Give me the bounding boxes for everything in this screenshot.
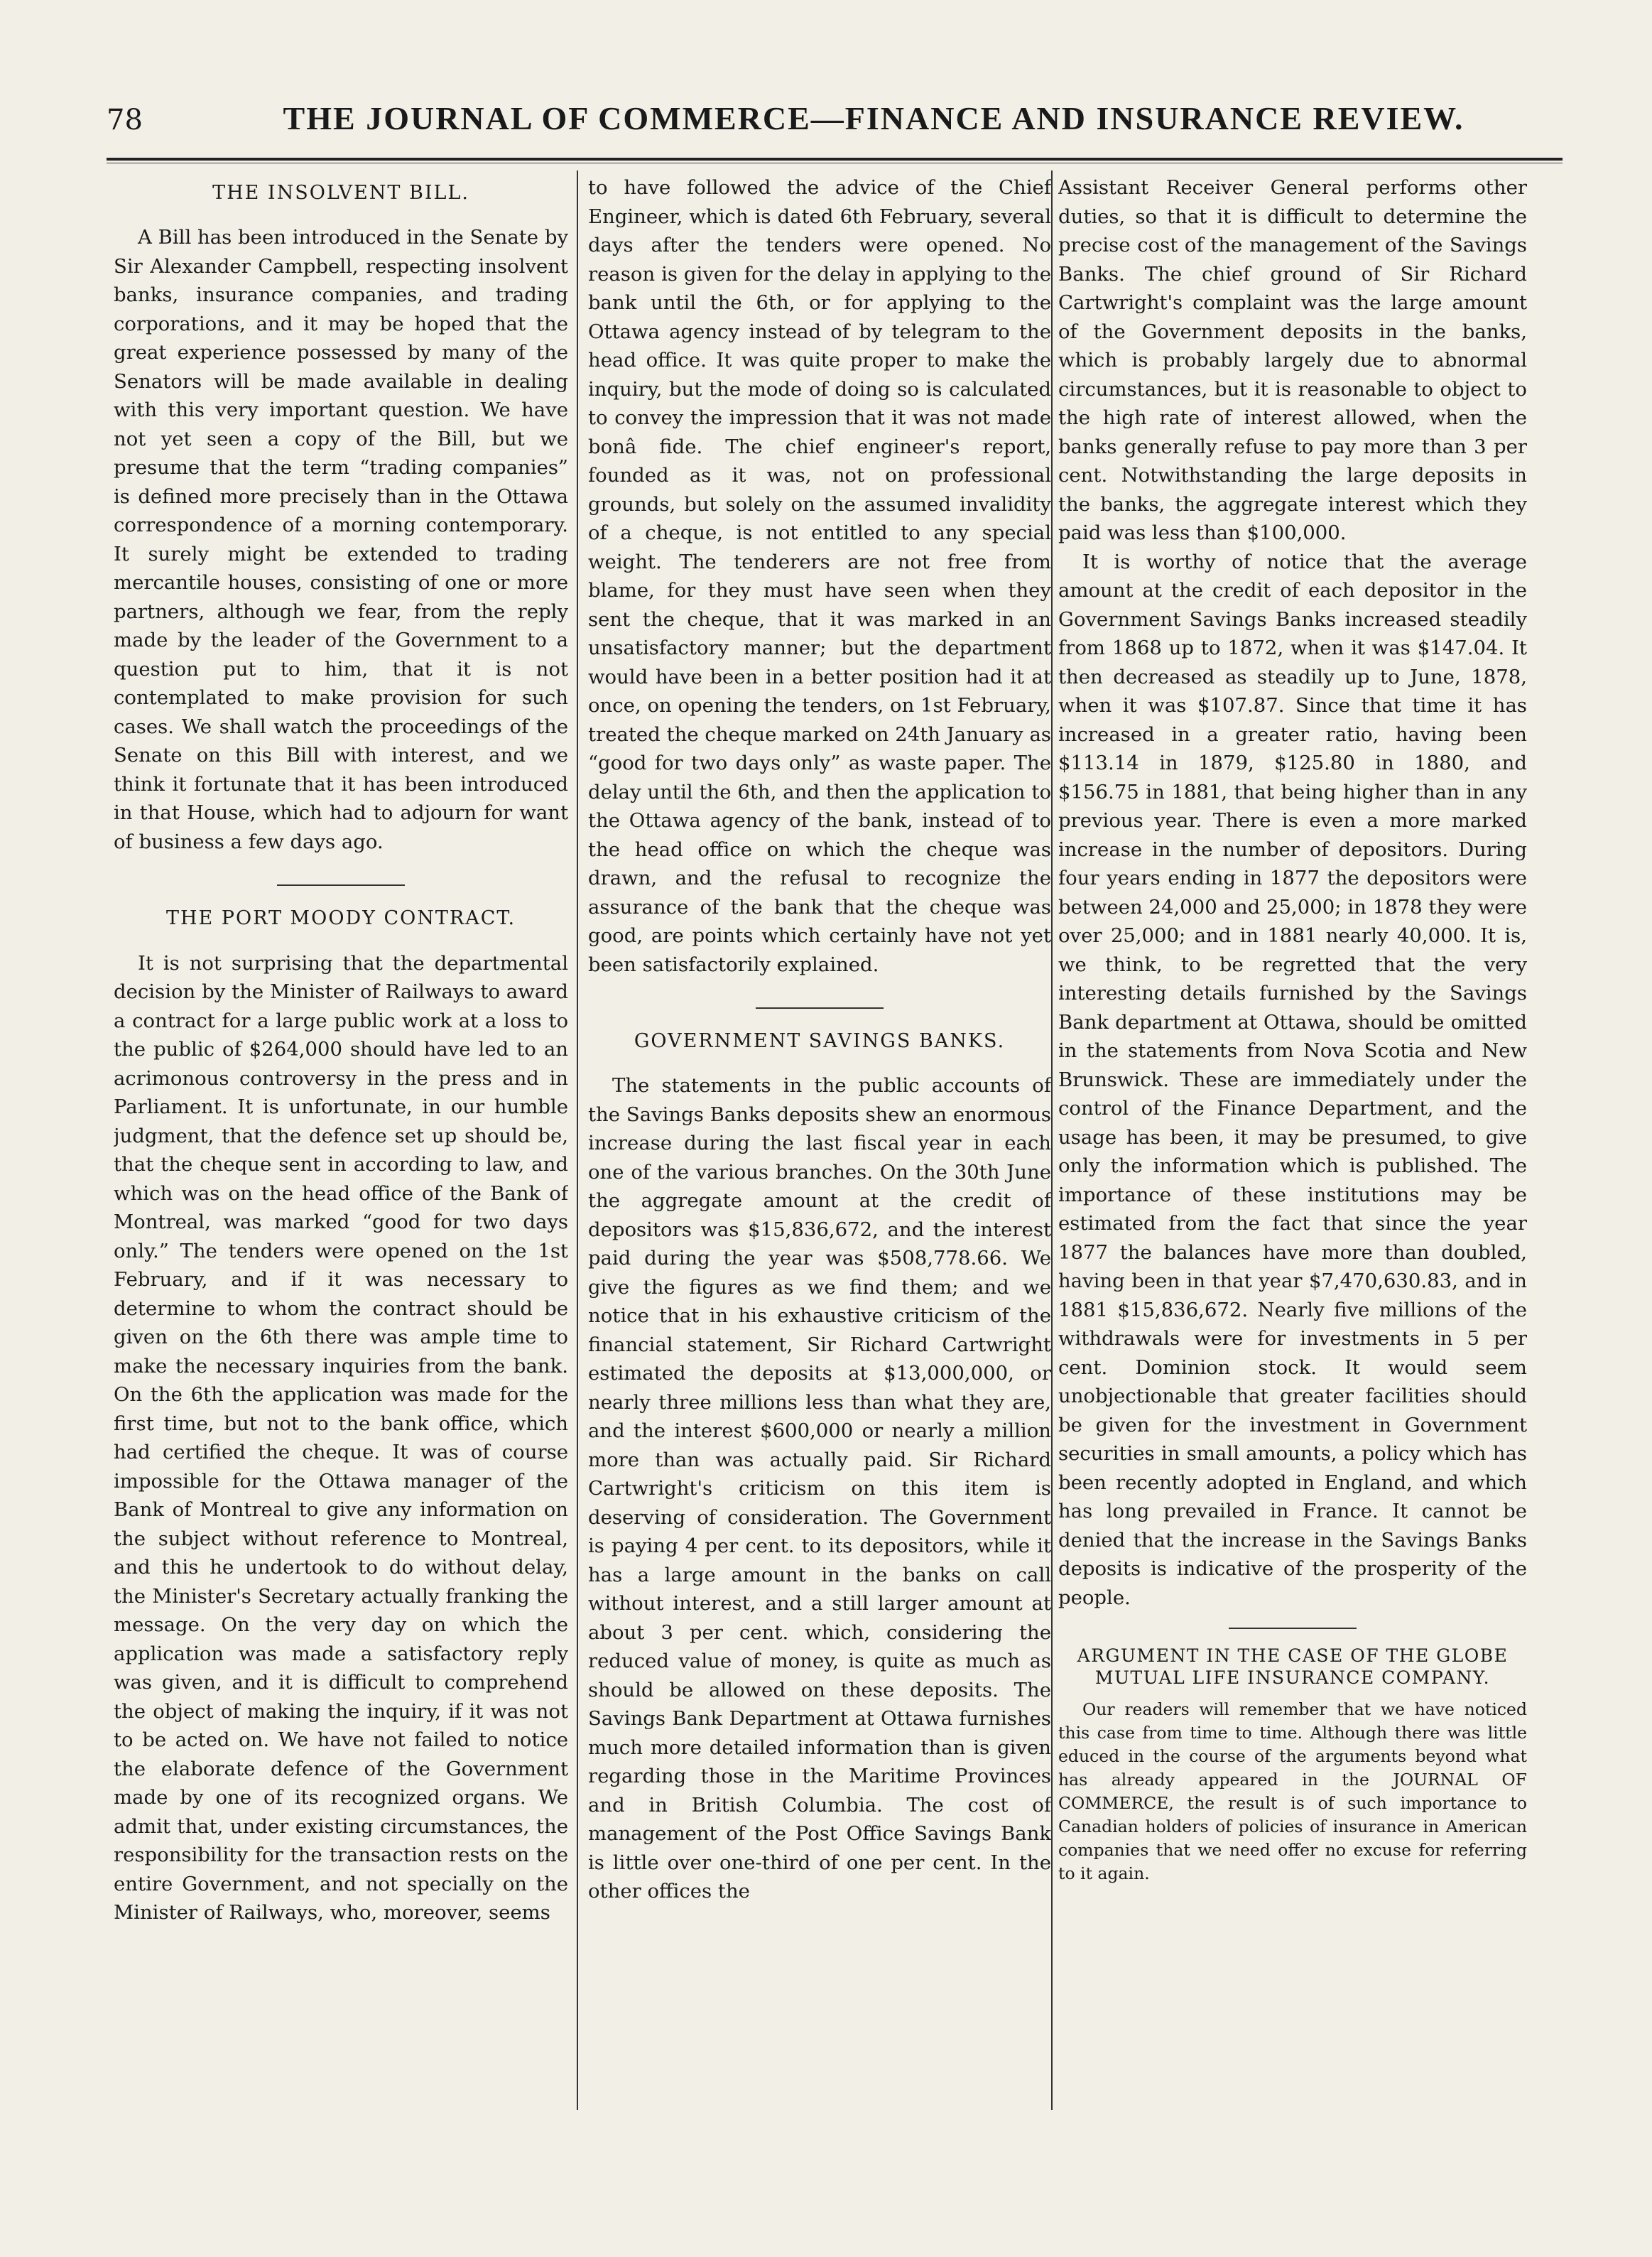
column-left (114, 173, 568, 2106)
article-body-port-moody-part1: It is not surprising that the departmental decision by the Minister of Railways to award a contract for a large public work at a loss to the public of $264,000 should have led to an acrimonous controversy in the press and in Parliament. It is unfortunate, in our humble judgment, that the defence set up should be, that the cheque sent in according to law, and which was on the head office of the Bank of Montreal, was marked “good for two days only.” The tenders were opened on the 1st February, and if it was necessary to determine to whom the contract should be given on the 6th there was ample time to make the necessary inquiries from the bank. On the 6th the application was made for the first time, but not to the bank office, which had certified the cheque. It was of course impossible for the Ottawa manager of the Bank of Montreal to give any information on the subject without reference to Montreal, and this he undertook to do without delay, the Minister's Secretary actually franking the message. On the very day on which the application was made a satisfactory reply was given, and it is difficult to comprehend the object of making the inquiry, if it was not to be acted on. We have not failed to notice the elaborate defence of the Government made by one of its recognized organs. We admit that, under existing circumstances, the responsibility for the transaction rests on the entire Government, and not specially on the Minister of Railways, who, moreover, seems (114, 951, 568, 1925)
article-divider (1229, 1628, 1357, 1629)
article-body-savings-banks-part2: Assistant Receiver General performs other duties, so that it is difficult to determine the precise cost of the management of the Savings Banks. The chief ground of Sir Richard Cartwright's complaint was the large amount of the Government deposits in the banks, which is probably largely due to abnormal circumstances, but it is reasonable to object to the high rate of interest allowed, when the banks generally refuse to pay more than 3 per cent. Notwithstanding the large deposits in the banks, the aggregate interest which they paid was less than $100,000. (1058, 176, 1527, 544)
masthead: THE JOURNAL OF COMMERCE—FINANCE AND INSURANCE REVIEW. (283, 100, 1464, 136)
page-number: 78 (107, 104, 143, 136)
article-body-globe-mutual: Our readers will remember that we have noticed this case from time to time. Although there was little educed in the course of the arguments beyond what has already appeared in the JOURNAL OF COMMERCE, the result is of such importance to Canadian holders of policies of insurance in American companies that we need offer no excuse for referring to it again. (1058, 1699, 1527, 1883)
page-header (107, 99, 1563, 156)
article-divider (756, 1007, 884, 1009)
article-body-savings-banks-part3: It is worthy of notice that the average amount at the credit of each depositor in the Government Savings Banks increased steadily from 1868 up to 1872, when it was $147.04. It then decreased as steadily up to June, 1878, when it was $107.87. Since that time it has increased in a greater ratio, having been $113.14 in 1879, $125.80 in 1880, and $156.75 in 1881, that being higher than in any previous year. There is even a more marked increase in the number of depositors. During four years ending in 1877 the depositors were between 24,000 and 25,000; in 1878 they were over 25,000; and in 1881 nearly 40,000. It is, we think, to be regretted that the very interesting details furnished by the Savings Bank department at Ottawa, should be omitted in the statements from Nova Scotia and New Brunswick. These are immediately under the control of the Finance Department, and the usage has been, it may be presumed, to give only the information which is published. The importance of these institutions may be estimated from the fact that since the year 1877 the balances have more than doubled, having been in that year $7,470,630.83, and in 1881 $15,836,672. Nearly five millions of the withdrawals were for investments in 5 per cent. Dominion stock. It would seem unobjectionable that greater facilities should be given for the investment in Government securities in small amounts, a policy which has been recently adopted in England, and which has long prevailed in France. It cannot be denied that the increase in the Savings Banks deposits is indicative of the prosperity of the people. (1058, 550, 1527, 1609)
article-divider (277, 884, 405, 886)
column-divider (577, 171, 578, 2110)
header-rule (107, 158, 1563, 163)
article-title-globe-mutual: ARGUMENT IN THE CASE OF THE GLOBE MUTUAL LIFE INSURANCE COMPANY. (1077, 1645, 1509, 1689)
article-title-insolvent-bill: THE INSOLVENT BILL. (212, 182, 469, 204)
article-title-savings-banks: GOVERNMENT SAVINGS BANKS. (634, 1030, 1006, 1052)
column-right (1058, 173, 1527, 2106)
column-divider (1051, 171, 1053, 2110)
article-body-port-moody-part2: to have followed the advice of the Chief Engineer, which is dated 6th February, several days after the tenders were opened. No reason is given for the delay in applying to the bank until the 6th, or for applying to the Ottawa agency instead of by telegram to the head office. It was quite proper to make the inquiry, but the mode of doing so is calculated to convey the impression that it was not made bonâ fide. The chief engineer's report, founded as it was, not on professional grounds, but solely on the assumed invalidity of a cheque, is not entitled to any special weight. The tenderers are not free from blame, for they must have seen when they sent the cheque, that it was marked in an unsatisfactory manner; but the department would have been in a better position had it at once, on opening the tenders, on 1st February, treated the cheque marked on 24th January as “good for two days only” as waste paper. The delay until the 6th, and then the application to the Ottawa agency of the bank, instead of to the head office on which the cheque was drawn, and the refusal to recognize the assurance of the bank that the cheque was good, are points which certainly have not yet been satisfactorily explained. (588, 176, 1051, 976)
article-title-port-moody: THE PORT MOODY CONTRACT. (165, 907, 516, 930)
article-body-savings-banks-part1: The statements in the public accounts of the Savings Banks deposits shew an enormous increase during the last fiscal year in each one of the various branches. On the 30th June the aggregate amount at the credit of depositors was $15,836,672, and the interest paid during the year was $508,778.66. We give the figures as we find them; and we notice that in his exhaustive criticism of the financial statement, Sir Richard Cartwright estimated the deposits at $13,000,000, or nearly three millions less than what they are, and the interest $600,000 or nearly a million more than was actually paid. Sir Richard Cartwright's criticism on this item is deserving of consideration. The Government is paying 4 per cent. to its depositors, while it has a large amount in the banks on call without interest, and a still larger amount at about 3 per cent. which, considering the reduced value of money, is quite as much as should be allowed on these deposits. The Savings Bank Department at Ottawa furnishes much more detailed information than is given regarding those in the Maritime Provinces and in British Columbia. The cost of management of the Post Office Savings Bank is little over one-third of one per cent. In the other offices the (588, 1074, 1051, 1903)
column-middle (588, 173, 1051, 2106)
article-body-insolvent-bill: A Bill has been introduced in the Senate by Sir Alexander Campbell, respecting insolvent banks, insurance companies, and trading corporations, and it may be hoped that the great experience possessed by many of the Senators will be made available in dealing with this very important question. We have not yet seen a copy of the Bill, but we presume that the term “trading companies” is defined more precisely than in the Ottawa correspondence of a morning contemporary. It surely might be extended to trading mercantile houses, consisting of one or more partners, although we fear, from the reply made by the leader of the Government to a question put to him, that it is not contemplated to make provision for such cases. We shall watch the proceedings of the Senate on this Bill with interest, and we think it fortunate that it has been introduced in that House, which had to adjourn for want of business a few days ago. (114, 226, 568, 853)
